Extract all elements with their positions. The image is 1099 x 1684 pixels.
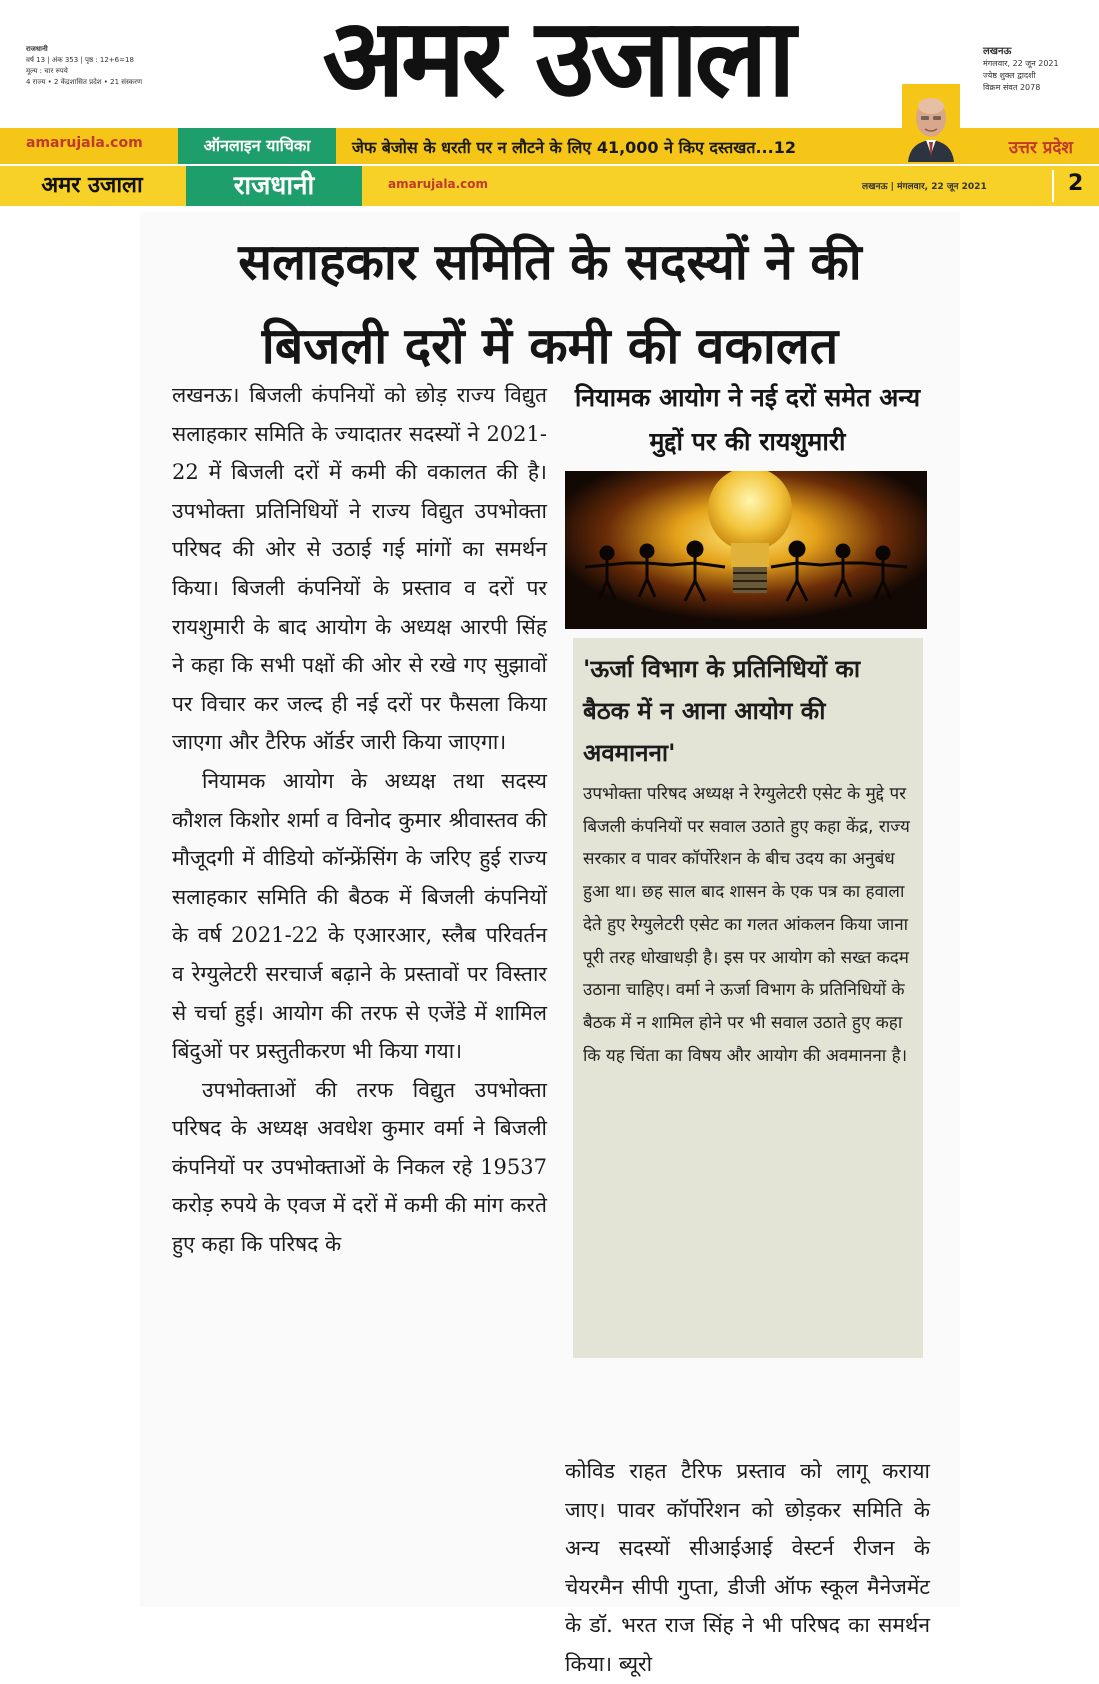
edition-line: मूल्य : चार रुपये — [26, 67, 68, 75]
state-label: उत्तर प्रदेश — [1008, 138, 1073, 158]
page-header-strip — [0, 166, 1099, 206]
sub-headline: नियामक आयोग ने नई दरों समेत अन्य मुद्दों पर की रायशुमारी — [574, 383, 921, 456]
masthead-city: लखनऊ — [983, 46, 1012, 57]
article-paragraph: कोविड राहत टैरिफ प्रस्ताव को लागू कराया जाए। पावर कॉर्पोरेशन को छोड़कर समिति के अन्य सदस्यों सीआईआई वेस्टर्न रीजन के चेयरमैन सीपी गुप्ता, डीजी ऑफ स्कूल मैनेजमेंट के डॉ. भरत राज सिंह ने भी परिषद का समर्थन किया। ब्यूरो — [565, 1459, 930, 1676]
section-label: राजधानी — [186, 166, 362, 206]
headline-line: बिजली दरों में कमी की वकालत — [261, 317, 839, 375]
light-bulb-photo — [565, 471, 927, 629]
sidebar-box — [573, 638, 923, 1358]
edition-line: राजधानी — [26, 45, 48, 53]
article-paragraph: नियामक आयोग के अध्यक्ष तथा सदस्य कौशल किशोर शर्मा व विनोद कुमार श्रीवास्तव की मौजूदगी में वीडियो कॉन्फ्रेंसिंग के जरिए हुई राज्य सलाहकार समिति की बैठक में बिजली कंपनियों के वर्ष 2021-22 के एआरआर, स्लैब परिवर्तन व रेग्युलेटरी सरचार्ज बढ़ाने के प्रस्तावों पर विस्तार से चर्चा हुई। आयोग की तरफ से एजेंडे में शामिल बिंदुओं पर प्रस्तुतीकरण भी किया गया। — [172, 768, 547, 1064]
masthead-date-info — [983, 46, 1059, 94]
news-article — [140, 212, 960, 1676]
box-paragraph: उपभोक्ता परिषद अध्यक्ष ने रेग्युलेटरी एसेट के मुद्दे पर बिजली कंपनियों पर सवाल उठाते हुए कहा केंद्र, राज्य सरकार व पावर कॉर्पोरेशन के बीच उदय का अनुबंध हुआ था। छह साल बाद शासन के एक पत्र का हवाला देते हुए रेग्युलेटरी एसेट का गलत आंकलन किया जाना पूरी तरह धोखाधड़ी है। इस पर आयोग को सख्त कदम उठाना चाहिए। वर्मा ने ऊर्जा विभाग के प्रतिनिधियों के बैठक में न शामिल होने पर भी सवाल उठाते हुए कहा कि यह चिंता का विषय और आयोग की अवमानना है। — [583, 784, 910, 1066]
article-right-column — [565, 376, 930, 1676]
article-headline — [140, 220, 960, 388]
newspaper-logo[interactable]: अमर उजाला — [322, 0, 792, 121]
small-logo: अमर उजाला — [41, 173, 143, 198]
website-link[interactable]: amarujala.com — [388, 177, 489, 191]
masthead-edition-info — [26, 44, 142, 88]
teaser-headline[interactable]: जेफ बेजोस के धरती पर न लौटने के लिए 41,000 ने किए दस्तखत...12 — [352, 138, 796, 157]
edition-line: 4 राज्य • 2 केंद्रशासित प्रदेश • 21 संस्करण — [26, 78, 143, 86]
date-line: ज्येष्ठ शुक्ल द्वादशी — [983, 71, 1036, 80]
date-line: विक्रम संवत 2078 — [983, 83, 1041, 92]
divider — [1052, 170, 1054, 202]
article-paragraph: उपभोक्ताओं की तरफ विद्युत उपभोक्ता परिषद के अध्यक्ष अवधेश कुमार वर्मा ने बिजली कंपनियों पर उपभोक्ताओं के निकल रहे 19537 करोड़ रुपये के एवज में दरों में कमी की मांग करते हुए कहा कि परिषद के — [172, 1077, 547, 1257]
petition-label[interactable]: ऑनलाइन याचिका — [178, 128, 336, 164]
headline-line: सलाहकार समिति के सदस्यों ने की — [238, 233, 862, 291]
edition-line: वर्ष 13 | अंक 353 | पृष्ठ : 12+6=18 — [26, 56, 134, 64]
date-line: मंगलवार, 22 जून 2021 — [983, 59, 1059, 68]
article-left-column — [172, 376, 547, 1264]
website-link[interactable]: amarujala.com — [26, 135, 143, 151]
page-number: 2 — [1068, 171, 1084, 196]
article-paragraph: लखनऊ। बिजली कंपनियों को छोड़ राज्य विद्युत सलाहकार समिति के ज्यादातर सदस्यों ने 2021-22 में बिजली दरों में कमी की वकालत की है। उपभोक्ता प्रतिनिधियों ने राज्य विद्युत उपभोक्ता परिषद की ओर से उठाई गई मांगों का समर्थन किया। बिजली कंपनियों के प्रस्ताव व दरों पर रायशुमारी के बाद आयोग के अध्यक्ष आरपी सिंह ने कहा कि सभी पक्षों की ओर से रखे गए सुझावों पर विचार कर जल्द ही नई दरों पर फैसला किया जाएगा और टैरिफ ऑर्डर जारी किया जाएगा। — [172, 383, 547, 755]
box-headline: 'ऊर्जा विभाग के प्रतिनिधियों का बैठक में न आना आयोग की अवमानना' — [583, 655, 861, 767]
teaser-portrait-image[interactable] — [902, 84, 960, 162]
page-date: लखनऊ | मंगलवार, 22 जून 2021 — [862, 182, 987, 192]
